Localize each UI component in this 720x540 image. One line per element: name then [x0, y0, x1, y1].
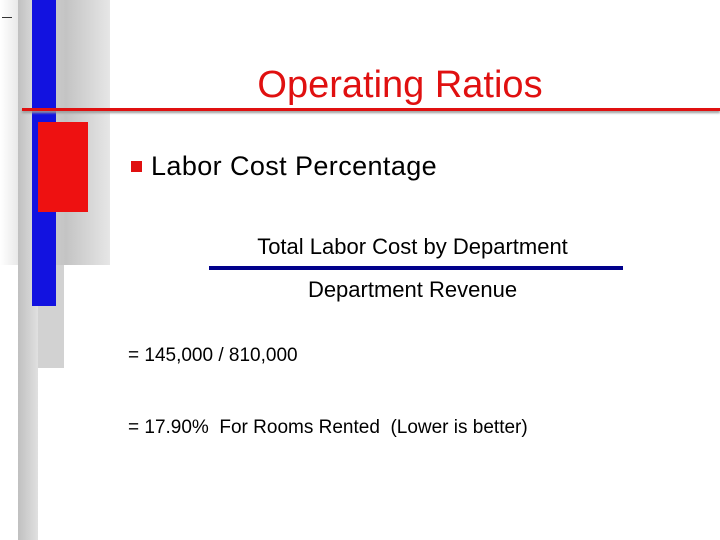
ratio-formula [200, 230, 625, 306]
corner-tick-mark [2, 17, 12, 18]
formula-denominator: Department Revenue [307, 277, 518, 302]
result-line: = 17.90% For Rooms Rented (Lower is better) [128, 417, 528, 438]
formula-numerator: Total Labor Cost by Department [257, 234, 568, 259]
fraction-divider [209, 266, 623, 270]
slide-title: Operating Ratios [257, 64, 543, 106]
bullet-item [131, 148, 437, 184]
red-accent-block [38, 122, 88, 212]
bullet-text: Labor Cost Percentage [151, 151, 438, 181]
calculation-line: = 145,000 / 810,000 [128, 345, 298, 366]
square-bullet-icon [131, 161, 142, 172]
